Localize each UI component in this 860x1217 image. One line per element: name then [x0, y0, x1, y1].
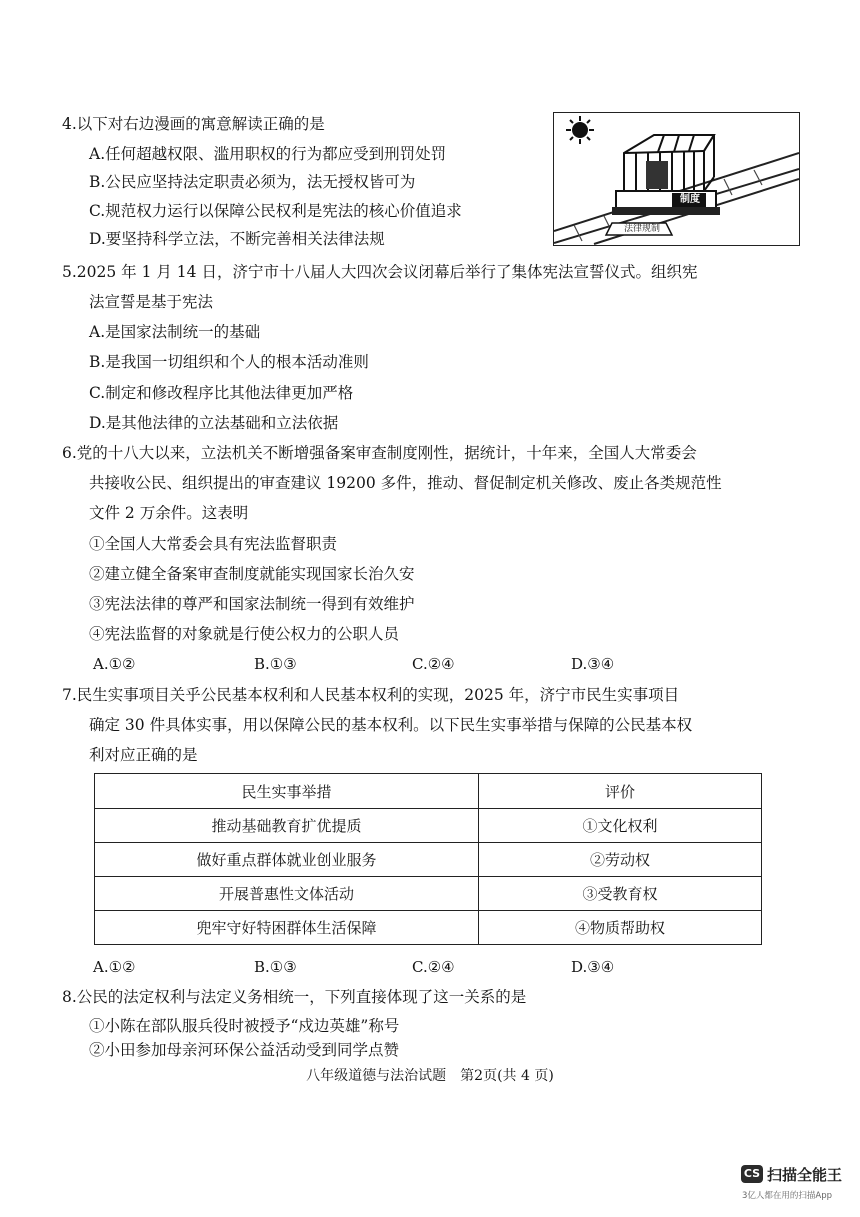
q6-item-4: ④宪法监督的对象就是行使公权力的公职人员	[89, 625, 400, 643]
table-cell: ④物质帮助权	[479, 911, 762, 945]
q6-stem-line1: 6.党的十八大以来，立法机关不断增强备案审查制度刚性，据统计，十年来，全国人大常委会	[62, 444, 697, 462]
table-cell: ②劳动权	[479, 843, 762, 877]
table-row	[95, 809, 762, 843]
q6-item-1: ①全国人大常委会具有宪法监督职责	[89, 535, 338, 553]
q6-stem-line3: 文件 2 万余件。这表明	[89, 504, 249, 522]
cartoon-label: 制度	[680, 194, 700, 205]
q7-stem-line3: 利对应正确的是	[89, 746, 198, 764]
table-row	[95, 911, 762, 945]
q5-stem-line1: 5.2025 年 1 月 14 日，济宁市十八届人大四次会议闭幕后举行了集体宪法宣誓仪式。组织宪	[62, 263, 698, 281]
q7-option-d: D.③④	[571, 958, 615, 976]
brand-tagline: 3亿人都在用的扫描App	[742, 1191, 833, 1201]
q7-option-c: C.②④	[412, 958, 455, 976]
q7-stem-line1: 7.民生实事项目关乎公民基本权利和人民基本权利的实现，2025 年，济宁市民生实事项目	[62, 686, 680, 704]
q6-item-2: ②建立健全备案审查制度就能实现国家长治久安	[89, 565, 415, 583]
q7-option-b: B.①③	[254, 958, 297, 976]
q7-stem-line2: 确定 30 件具体实事，用以保障公民的基本权利。以下民生实事举措与保障的公民基本权	[89, 716, 693, 734]
q4-option-a: A.任何超越权限、滥用职权的行为都应受到刑罚处罚	[89, 145, 447, 163]
q4-option-b: B.公民应坚持法定职责必须为，法无授权皆可为	[89, 173, 416, 191]
table-header-cell: 评价	[479, 774, 762, 809]
page-footer: 八年级道德与法治试题 第2页(共 4 页)	[306, 1068, 554, 1084]
table-cell: ①文化权利	[479, 809, 762, 843]
q6-stem-line2: 共接收公民、组织提出的审查建议 19200 多件，推动、督促制定机关修改、废止各类规范性	[89, 474, 722, 492]
q7-table	[94, 773, 762, 945]
cs-logo-icon: CS	[741, 1165, 763, 1183]
q6-item-3: ③宪法法律的尊严和国家法制统一得到有效维护	[89, 595, 415, 613]
q5-stem-line2: 法宣誓是基于宪法	[89, 293, 214, 311]
q4-stem: 4.以下对右边漫画的寓意解读正确的是	[62, 115, 325, 133]
table-header-row	[95, 774, 762, 809]
q4-option-d: D.要坚持科学立法，不断完善相关法律法规	[89, 230, 385, 248]
q5-option-a: A.是国家法制统一的基础	[89, 323, 261, 341]
sun-icon	[566, 116, 594, 144]
q6-option-a: A.①②	[93, 655, 136, 673]
q6-option-d: D.③④	[571, 655, 615, 673]
q4-option-c: C.规范权力运行以保障公民权利是宪法的核心价值追求	[89, 202, 462, 220]
q6-option-c: C.②④	[412, 655, 455, 673]
table-cell: 兜牢守好特困群体生活保障	[95, 911, 479, 945]
scanner-watermark	[741, 1163, 851, 1203]
cartoon-illustration	[553, 112, 800, 246]
q5-option-d: D.是其他法律的立法基础和立法依据	[89, 414, 339, 432]
q8-item-2: ②小田参加母亲河环保公益活动受到同学点赞	[89, 1041, 400, 1059]
cartoon-drawing	[554, 113, 799, 245]
brand-name: 扫描全能王	[767, 1166, 843, 1184]
table-header-cell: 民生实事举措	[95, 774, 479, 809]
q8-stem: 8.公民的法定权利与法定义务相统一，下列直接体现了这一关系的是	[62, 988, 527, 1006]
q5-option-c: C.制定和修改程序比其他法律更加严格	[89, 384, 354, 402]
q7-option-a: A.①②	[93, 958, 136, 976]
table-cell: 做好重点群体就业创业服务	[95, 843, 479, 877]
table-cell: 开展普惠性文体活动	[95, 877, 479, 911]
table-cell: 推动基础教育扩优提质	[95, 809, 479, 843]
table-cell: ③受教育权	[479, 877, 762, 911]
cartoon-track-label: 法律规制	[623, 224, 660, 234]
q5-option-b: B.是我国一切组织和个人的根本活动准则	[89, 353, 369, 371]
table-row	[95, 843, 762, 877]
table-row	[95, 877, 762, 911]
q8-item-1: ①小陈在部队服兵役时被授予“戍边英雄”称号	[89, 1017, 400, 1035]
q6-option-b: B.①③	[254, 655, 297, 673]
